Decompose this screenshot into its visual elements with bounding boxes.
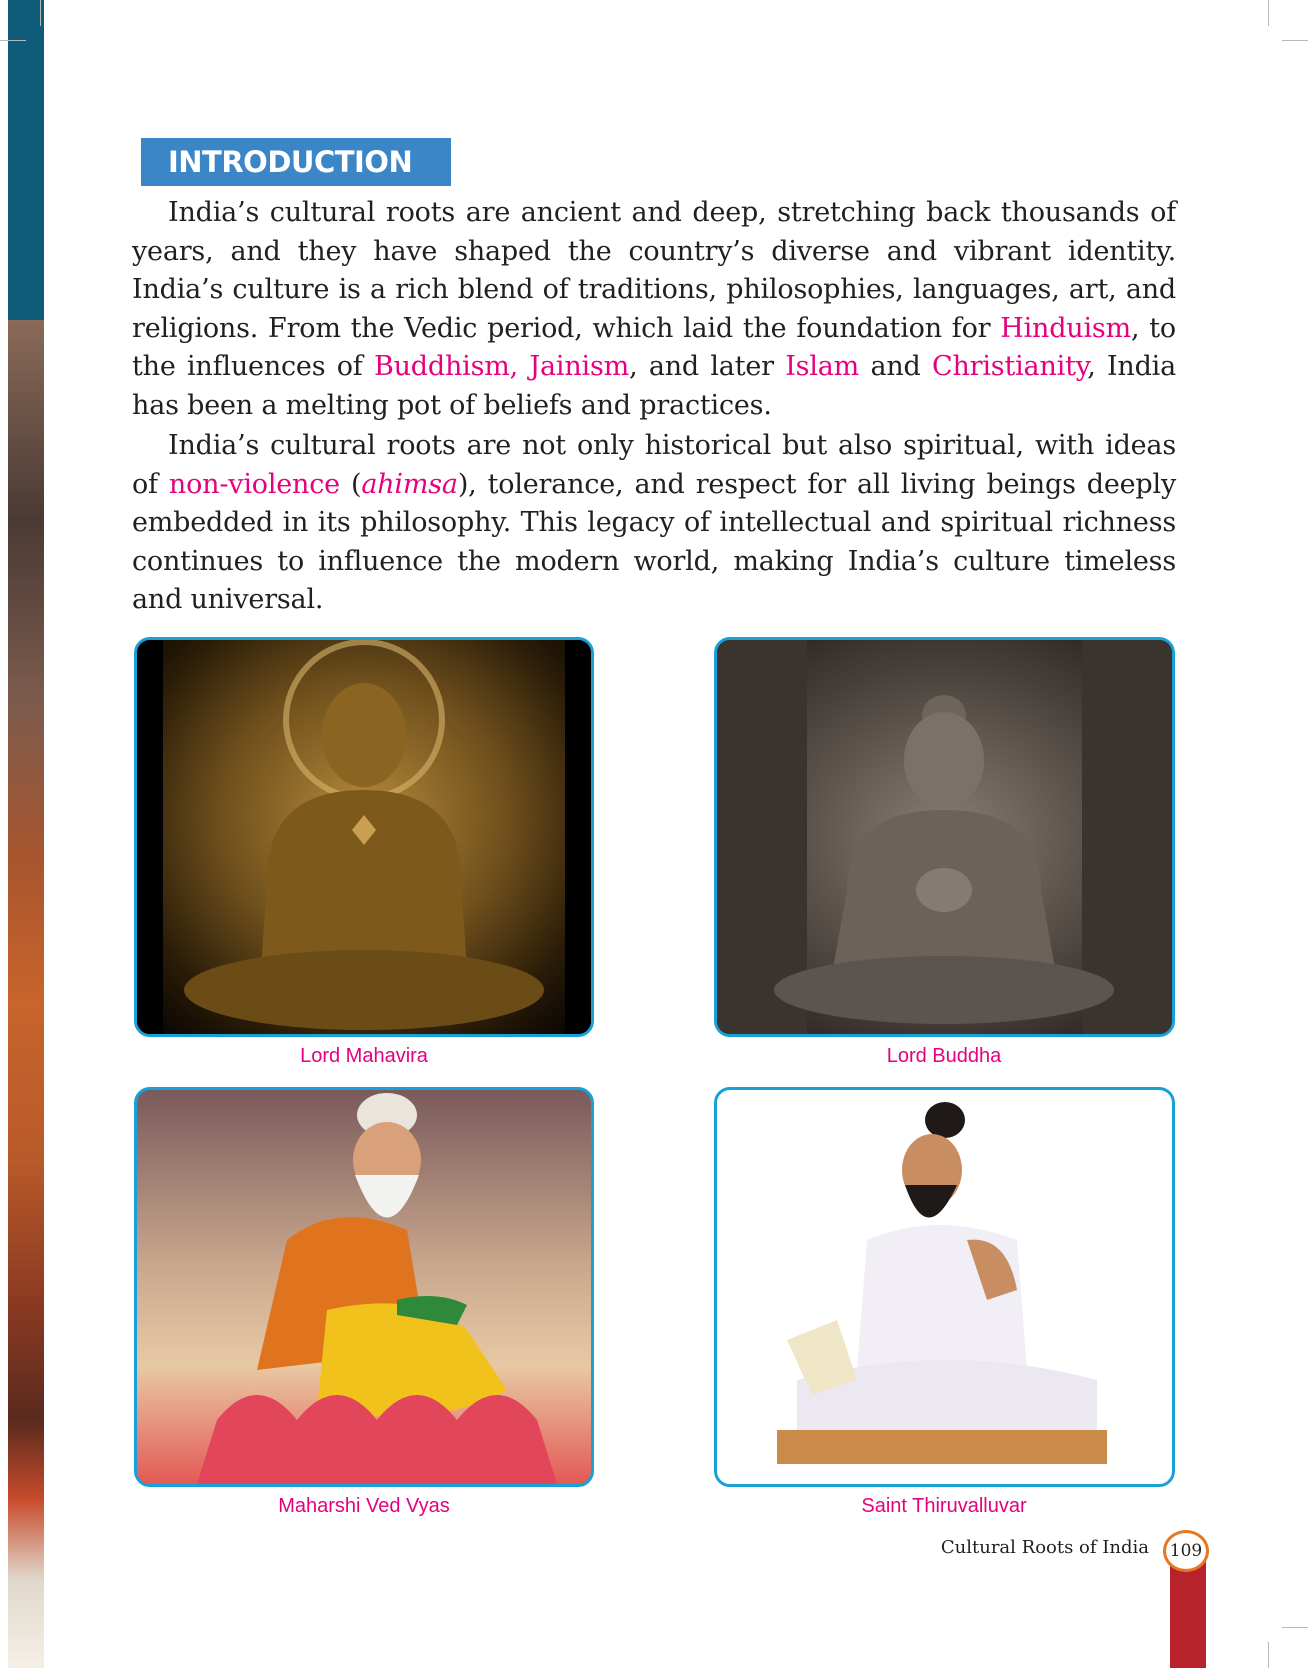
highlight-non-violence: non-violence — [168, 468, 340, 500]
intro-paragraph-1 — [132, 194, 1176, 425]
highlight-christianity: Christianity — [932, 351, 1088, 382]
crop-mark-top-left-h — [0, 40, 26, 41]
p1-text-3: , and later — [629, 351, 786, 382]
highlight-hinduism: Hinduism — [1000, 312, 1131, 344]
p1-text-4: and — [859, 351, 933, 382]
mahavira-statue-illustration — [137, 640, 591, 1034]
caption-lord-buddha: Lord Buddha — [886, 1045, 1002, 1067]
p2-text-1: India’s cultural roots are not only historical but also spiritual, with ideas of — [132, 430, 1176, 500]
thiruvalluvar-illustration — [717, 1090, 1172, 1484]
figure-lord-buddha — [714, 637, 1175, 1037]
crop-mark-top-right — [1268, 0, 1269, 26]
page-number: 109 — [1163, 1530, 1209, 1572]
figure-saint-thiruvalluvar — [714, 1087, 1175, 1487]
p2-text-3: ), tolerance, and respect for all living beings deeply embedded in its philosophy. This legacy of intellectual and spiritual richness continues to influence the modern world, making India’s culture timeless and universal. — [132, 468, 1177, 615]
caption-maharshi-ved-vyas: Maharshi Ved Vyas — [278, 1495, 450, 1517]
p2-text-2: ( — [339, 468, 362, 500]
crop-mark-top-right-h — [1282, 40, 1308, 41]
crop-mark-top-left — [40, 0, 41, 26]
page-ribbon — [1170, 1560, 1206, 1668]
p1-text-2: , to the influences of — [132, 312, 1176, 382]
highlight-buddhism-jainism: Buddhism, Jainism — [373, 351, 630, 382]
caption-lord-mahavira: Lord Mahavira — [300, 1045, 428, 1067]
caption-saint-thiruvalluvar: Saint Thiruvalluvar — [861, 1495, 1027, 1517]
p1-text-5: , India has been a melting pot of beliefs and practices. — [132, 351, 1177, 421]
highlight-ahimsa: ahimsa — [361, 468, 458, 500]
figure-maharshi-ved-vyas — [134, 1087, 594, 1487]
left-edge-decoration — [8, 0, 44, 1668]
figure-lord-mahavira — [134, 637, 594, 1037]
section-heading: INTRODUCTION — [141, 138, 451, 186]
highlight-islam: Islam — [785, 351, 860, 382]
p1-text-1: India’s cultural roots are ancient and deep, stretching back thousands of years, and they have shaped the country’s diverse and vibrant identity. India’s culture is a rich blend of traditions, philosophies, languages, art, and religions. From the Vedic period, which laid the foundation for — [132, 197, 1176, 344]
crop-mark-bottom-right — [1268, 1642, 1269, 1668]
crop-mark-bottom-right-h — [1282, 1627, 1308, 1628]
ved-vyas-illustration — [137, 1090, 591, 1484]
intro-paragraph-2 — [132, 427, 1176, 620]
footer-chapter-title: Cultural Roots of India — [940, 1537, 1149, 1558]
buddha-relief-illustration — [717, 640, 1172, 1034]
